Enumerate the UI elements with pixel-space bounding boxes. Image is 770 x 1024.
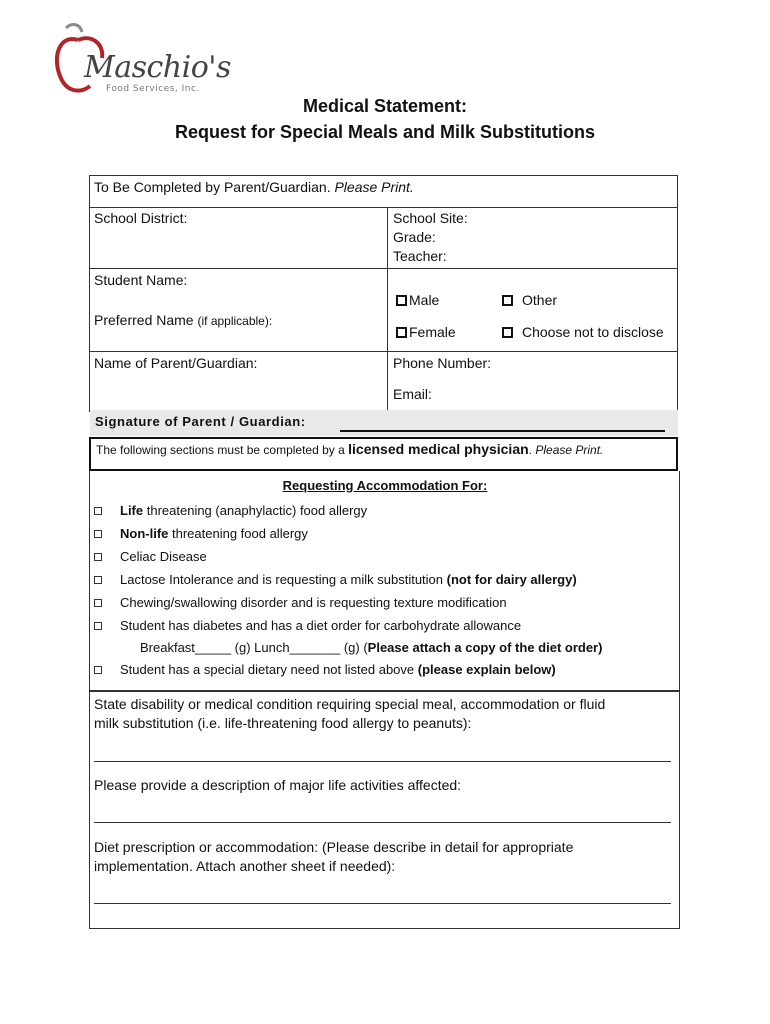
- signature-line: [340, 430, 665, 432]
- column-divider: [387, 208, 388, 411]
- parent-instructions: To Be Completed by Parent/Guardian. Please Print.: [94, 179, 414, 195]
- accommodation-checkbox[interactable]: [94, 576, 102, 584]
- accommodation-checkbox[interactable]: [94, 666, 102, 674]
- row-divider: [89, 351, 678, 352]
- diet-prescription-question-cont: implementation. Attach another sheet if needed):: [94, 858, 396, 874]
- preferred-name-label: Preferred Name (if applicable):: [94, 312, 273, 328]
- student-name-label: Student Name:: [94, 272, 188, 288]
- accommodation-item-celiac[interactable]: Celiac Disease: [94, 549, 207, 564]
- row-divider: [89, 268, 678, 269]
- phone-label: Phone Number:: [393, 355, 492, 371]
- diet-prescription-answer-line[interactable]: [94, 903, 671, 904]
- accommodation-checkbox[interactable]: [94, 599, 102, 607]
- parent-name-label: Name of Parent/Guardian:: [94, 355, 258, 371]
- female-checkbox[interactable]: [396, 327, 407, 338]
- accommodation-heading: Requesting Accommodation For:: [282, 478, 488, 493]
- gender-other-option[interactable]: Other: [502, 292, 557, 308]
- school-district-label: School District:: [94, 210, 188, 226]
- accommodation-item-diabetes[interactable]: Student has diabetes and has a diet order for carbohydrate allowance: [94, 618, 521, 633]
- grade-label: Grade:: [393, 229, 436, 245]
- accommodation-checkbox[interactable]: [94, 530, 102, 538]
- gender-undisclosed-option[interactable]: Choose not to disclose: [502, 324, 664, 340]
- accommodation-item-life[interactable]: Life threatening (anaphylactic) food allergy: [94, 503, 367, 518]
- undisclosed-checkbox[interactable]: [502, 327, 513, 338]
- accommodation-item-nonlife[interactable]: Non-life threatening food allergy: [94, 526, 308, 541]
- condition-question: State disability or medical condition requiring special meal, accommodation or fluid: [94, 696, 606, 712]
- signature-field[interactable]: [90, 410, 678, 436]
- condition-answer-line[interactable]: [94, 761, 671, 762]
- male-checkbox[interactable]: [396, 295, 407, 306]
- company-logo: [50, 20, 231, 100]
- form-subtitle: Request for Special Meals and Milk Substitutions: [174, 122, 596, 142]
- life-activities-answer-line[interactable]: [94, 822, 671, 823]
- accommodation-checkbox[interactable]: [94, 507, 102, 515]
- accommodation-item-other[interactable]: Student has a special dietary need not listed above (please explain below): [94, 662, 556, 677]
- accommodation-item-chewing[interactable]: Chewing/swallowing disorder and is requesting texture modification: [94, 595, 507, 610]
- gender-female-option[interactable]: Female: [396, 324, 456, 340]
- logo-name: Maschio's: [84, 50, 231, 85]
- signature-label: Signature of Parent / Guardian:: [95, 414, 306, 429]
- form-title: Medical Statement:: [302, 96, 468, 116]
- carb-allowance-line[interactable]: Breakfast_____ (g) Lunch_______ (g) (Please attach a copy of the diet order): [140, 640, 603, 655]
- physician-note: The following sections must be completed by a licensed medical physician. Please Print.: [96, 441, 604, 457]
- other-checkbox[interactable]: [502, 295, 513, 306]
- logo-subtitle: Food Services, Inc.: [106, 84, 200, 94]
- accommodation-checkbox[interactable]: [94, 622, 102, 630]
- school-site-label: School Site:: [393, 210, 468, 226]
- gender-male-option[interactable]: Male: [396, 292, 439, 308]
- email-label: Email:: [393, 386, 432, 402]
- condition-question-cont: milk substitution (i.e. life-threatening food allergy to peanuts):: [94, 715, 472, 731]
- life-activities-question: Please provide a description of major life activities affected:: [94, 777, 462, 793]
- diet-prescription-question: Diet prescription or accommodation: (Please describe in detail for appropriate: [94, 839, 574, 855]
- accommodation-checkbox[interactable]: [94, 553, 102, 561]
- teacher-label: Teacher:: [393, 248, 447, 264]
- accommodation-item-lactose[interactable]: Lactose Intolerance and is requesting a milk substitution (not for dairy allergy): [94, 572, 577, 587]
